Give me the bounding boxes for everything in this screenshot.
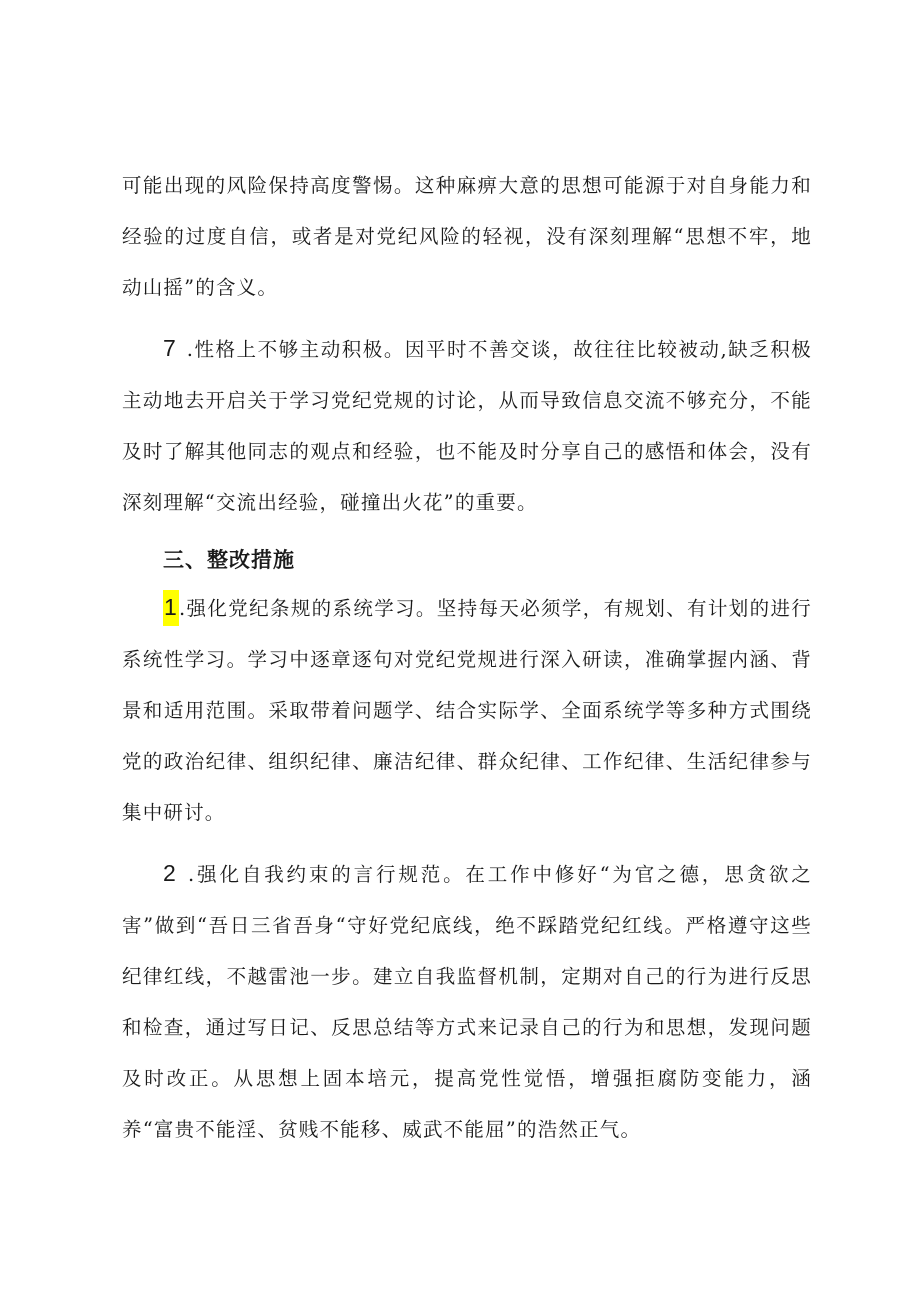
- paragraph-measure-1: [122, 582, 812, 838]
- item-text: .性格上不够主动积极。因平时不善交谈，故往往比较被动,缺乏积极主动地去开启关于学习党纪党规的讨论，从而导致信息交流不够充分，不能及时了解其他同志的观点和经验，也不能及时分享自己的感悟和体会，没有深刻理解“交流出经验，碰撞出火花”的重要。: [122, 338, 812, 514]
- paragraph-item-7: [122, 323, 812, 528]
- paragraph-continued: 可能出现的风险保持高度警惕。这种麻痹大意的思想可能源于对自身能力和经验的过度自信，或者是对党纪风险的轻视，没有深刻理解“思想不牢，地动山摇”的含义。: [122, 174, 812, 299]
- item-number: 2: [163, 860, 177, 886]
- item-text: .强化自我约束的言行规范。在工作中修好“为官之德，思贪欲之害”做到“吾日三省吾身“守好党纪底线，绝不踩踏党纪红线。严格遵守这些纪律红线，不越雷池一步。建立自我监督机制，定期对自己的行为进行反思和检查，通过写日记、反思总结等方式来记录自己的行为和思想，发现问题及时改正。从思想上固本培元，提高党性觉悟，增强拒腐防变能力，涵养“富贵不能淫、贫贱不能移、威武不能屈”的浩然正气。: [122, 863, 812, 1141]
- section-heading: 三、整改措施: [163, 548, 295, 572]
- item-text: .强化党纪条规的系统学习。坚持每天必须学，有规划、有计划的进行系统性学习。学习中逐章逐句对党纪党规进行深入研读，准确掌握内涵、背景和适用范围。采取带着问题学、结合实际学、全面系统学等多种方式围绕党的政治纪律、组织纪律、廉洁纪律、群众纪律、工作纪律、生活纪律参与集中研讨。: [122, 597, 812, 824]
- paragraph-measure-2: [122, 848, 812, 1155]
- document-body: [122, 160, 812, 1155]
- item-number: 7: [163, 335, 177, 361]
- highlighted-item-number: 1: [163, 590, 179, 626]
